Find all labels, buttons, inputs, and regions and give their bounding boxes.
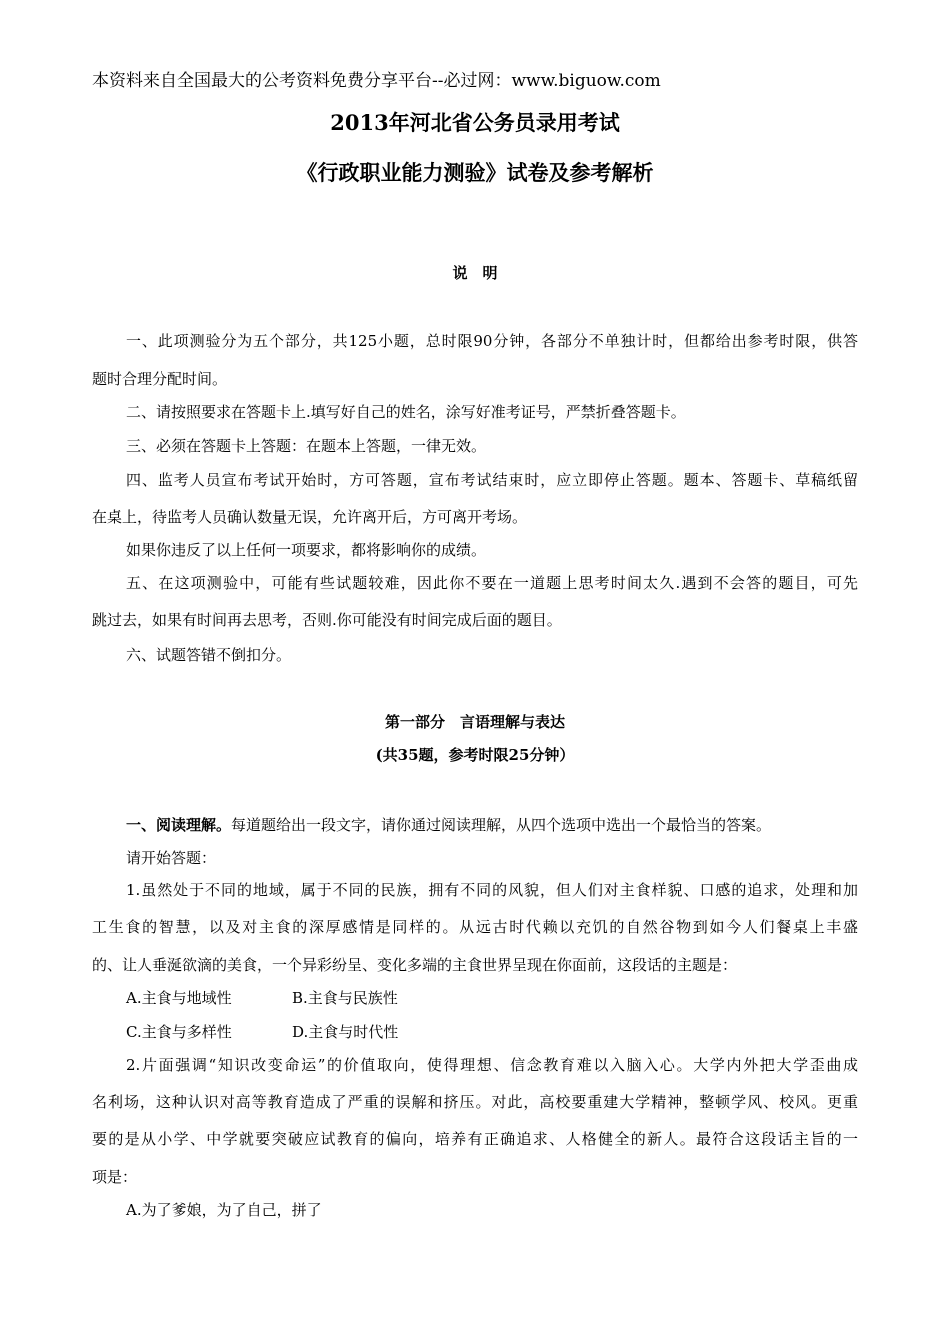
instruction-2: 二、请按照要求在答题卡上.填写好自己的姓名，涂写好准考证号，严禁折叠答题卡。 [126, 403, 686, 421]
start-prompt: 请开始答题： [126, 849, 217, 867]
instruction-4-line-2: 在桌上，待监考人员确认数量无误，允许离开后，方可离开考场。 [92, 508, 528, 526]
exam-title: 2013年河北省公务员录用考试 [330, 110, 620, 135]
section-label: 一、阅读理解。 [126, 816, 232, 834]
question-1-option-a: A.主食与地域性 [126, 989, 232, 1007]
section-instruction [126, 814, 771, 835]
instruction-1-line-1: 一、此项测验分为五个部分，共125小题，总时限90分钟，各部分不单独计时，但都给出参考时限，供答 [126, 332, 858, 350]
question-1-option-d: D.主食与时代性 [292, 1023, 399, 1041]
part-1-subheading: (共35题，参考时限25分钟） [375, 746, 575, 764]
question-2-option-a: A.为了爹娘，为了自己，拼了 [126, 1201, 322, 1219]
question-1-option-c: C.主食与多样性 [126, 1023, 232, 1041]
instruction-5-line-2: 跳过去，如果有时间再去思考，否则.你可能没有时间完成后面的题目。 [92, 611, 562, 629]
question-2-line-1: 2.片面强调“知识改变命运”的价值取向，使得理想、信念教育难以入脑入心。大学内外把大学歪曲成 [126, 1056, 858, 1074]
question-2-line-3: 要的是从小学、中学就要突破应试教育的偏向，培养有正确追求、人格健全的新人。最符合这段话主旨的一 [92, 1130, 858, 1148]
instruction-6: 六、试题答错不倒扣分。 [126, 646, 292, 664]
exam-subtitle: 《行政职业能力测验》试卷及参考解析 [296, 160, 654, 185]
question-1-line-3: 的、让人垂涎欲滴的美食，一个异彩纷呈、变化多端的主食世界呈现在你面前，这段话的主题是： [92, 956, 738, 974]
instruction-3: 三、必须在答题卡上答题：在题本上答题，一律无效。 [126, 437, 487, 455]
question-1-line-2: 工生食的智慧，以及对主食的深厚感情是同样的。从远古时代赖以充饥的自然谷物到如今人们餐桌上丰盛 [92, 918, 858, 936]
question-1-line-1: 1.虽然处于不同的地域，属于不同的民族，拥有不同的风貌，但人们对主食样貌、口感的追求，处理和加 [126, 881, 858, 899]
question-1-option-b: B.主食与民族性 [292, 989, 398, 1007]
section-description: 每道题给出一段文字，请你通过阅读理解，从四个选项中选出一个最恰当的答案。 [231, 816, 772, 834]
instruction-4-line-1: 四、监考人员宣布考试开始时，方可答题，宣布考试结束时，应立即停止答题。题本、答题卡、草稿纸留 [126, 471, 858, 489]
instruction-4-note: 如果你违反了以上任何一项要求，都将影响你的成绩。 [126, 541, 487, 559]
source-note: 本资料来自全国最大的公考资料免费分享平台--必过网：www.biguow.com [92, 71, 661, 91]
instruction-1-line-2: 题时合理分配时间。 [92, 370, 228, 388]
instructions-heading: 说 明 [452, 264, 498, 282]
question-2-line-4: 项是： [92, 1168, 138, 1186]
part-1-heading: 第一部分 言语理解与表达 [384, 713, 565, 731]
instruction-5-line-1: 五、在这项测验中，可能有些试题较难，因此你不要在一道题上思考时间太久.遇到不会答的题目，可先 [126, 574, 858, 592]
question-2-line-2: 名利场，这种认识对高等教育造成了严重的误解和挤压。对此，高校要重建大学精神，整顿学风、校风。更重 [92, 1093, 858, 1111]
